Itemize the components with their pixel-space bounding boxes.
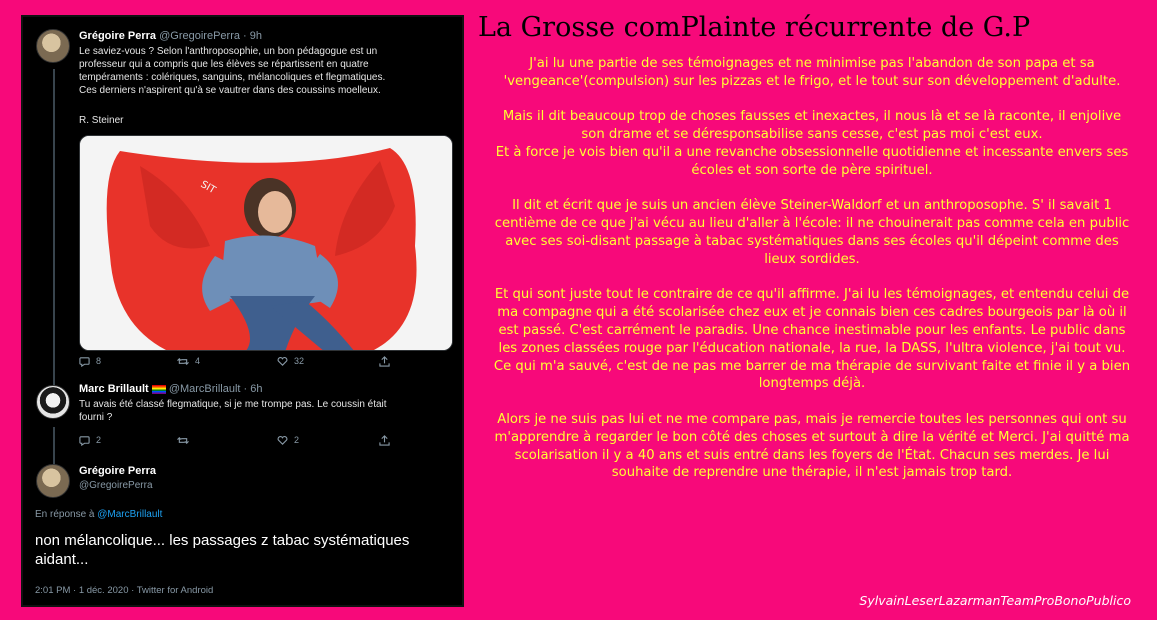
reply-count: 2 (96, 435, 102, 445)
mention-link[interactable]: @MarcBrillault (97, 509, 163, 520)
tweet-handle[interactable]: @GregoirePerra (79, 480, 153, 491)
share-button[interactable] (379, 356, 396, 367)
reply-prefix: En réponse à (35, 509, 98, 520)
tweet-signature: R. Steiner (79, 115, 124, 126)
retweet-icon (177, 435, 189, 446)
svg-text:SIT: SIT (198, 179, 218, 197)
like-count: 2 (294, 435, 300, 445)
avatar[interactable] (36, 29, 70, 63)
share-icon (379, 435, 390, 446)
focused-tweet-text: non mélancolique... les passages z tabac systématiques aidant... (35, 532, 410, 568)
share-button[interactable] (379, 435, 396, 446)
heart-icon (277, 356, 288, 367)
reply-count: 8 (96, 356, 102, 366)
heart-icon (277, 435, 288, 446)
retweet-button[interactable] (177, 356, 200, 367)
tweet-text (79, 45, 459, 97)
tweet-author[interactable]: Grégoire Perra (79, 465, 157, 477)
thread-connector (53, 69, 55, 387)
reply-button[interactable] (79, 435, 101, 446)
paragraph: Mais il dit beaucoup trop de choses fausses et inexactes, il nous là et se là raconte, il enjolive son drame et se déresponsabilise sans cesse, c'est pas moi c'est eux. Et à force je vois bien qu'il a une revanche obsessionnelle quotidienne et incessante envers ses écoles et son sorte de père spirituel. (495, 109, 1129, 178)
retweet-count: 4 (195, 356, 201, 366)
tweet-photo[interactable] (79, 135, 453, 351)
tweet-line: Le saviez-vous ? Selon l'anthroposophie, un bon pédagogue est un (79, 46, 378, 57)
tweet-line: Ces derniers n'aspirent qu'à se vautrer dans des coussins moelleux. (79, 85, 381, 96)
reply-icon (79, 356, 90, 367)
tweet-line: professeur qui a compris que les élèves se répartissent en quatre (79, 59, 369, 70)
tweet-handle: @MarcBrillault · 6h (168, 383, 263, 395)
tweet-thread-screenshot (21, 15, 464, 607)
thread-connector (53, 427, 55, 469)
rainbow-flag-icon (152, 385, 166, 394)
retweet-icon (177, 356, 189, 367)
avatar[interactable] (36, 385, 70, 419)
tweet-line: fourni ? (79, 412, 113, 423)
tweet-text (79, 398, 459, 424)
reply-icon (79, 435, 90, 446)
like-button[interactable] (277, 435, 299, 446)
avatar[interactable] (36, 464, 70, 498)
woman-on-beanbag-image (80, 136, 453, 351)
paragraph: J'ai lu une partie de ses témoignages et ne minimise pas l'abandon de son papa et sa 'vengeance'(compulsion) sur les pizzas et le frigo, et le tout sur son développement d'adulte. (503, 56, 1121, 89)
author-signature: SylvainLeserLazarmanTeamProBonoPublico (859, 593, 1131, 608)
paragraph: Et qui sont juste tout le contraire de ce qu'il affirme. J'ai lu les témoignages, et entendu celui de ma compagne qui a été scolarisée chez eux et je connais bien ces cadres bourgeois par là où il est passé. C'est carrément le paradis. Une chance inestimable pour les enfants. Le public dans les zones classées rouge par l'éducation nationale, la rue, la DASS, l'ultra violence, j'ai tout vu. Ce qui m'a sauvé, c'est de ne pas me barrer de ma thérapie de survivant faite et finie il y a bien longtemps déjà. (493, 287, 1131, 392)
like-button[interactable] (277, 356, 304, 367)
tweet-line: Tu avais été classé flegmatique, si je me trompe pas. Le coussin était (79, 399, 387, 410)
tweet-author[interactable]: Marc Brillault @MarcBrillault · 6h (79, 383, 263, 395)
tweet-timestamp[interactable]: 2:01 PM · 1 déc. 2020 · Twitter for Android (35, 585, 214, 596)
retweet-button[interactable] (177, 435, 195, 446)
paragraph: Alors je ne suis pas lui et ne me compare pas, mais je remercie toutes les personnes qui ont su m'apprendre à regarder le bon côté des choses et surtout à dire la vérité et Merci. J'ai quitté ma scolarisation il y a 40 ans et suis entré dans les foyers de l'État. Chacun ses merdes. Je lui souhaite de reprendre une thérapie, il n'est jamais trop tard. (494, 411, 1130, 481)
tweet-handle: @GregoirePerra · 9h (159, 30, 262, 42)
paragraph: Il dit et écrit que je suis un ancien élève Steiner-Waldorf et un anthroposophe. S' il savait 1 centième de ce que j'ai vécu au lieu d'aller à l'école: il ne chouinerait pas comme cela en public avec ses soi-disant passage à tabac systématiques dans ses écoles qu'il dépeint comme des lieux sordides. (494, 198, 1130, 267)
tweet-author[interactable]: Grégoire Perra @GregoirePerra · 9h (79, 30, 262, 42)
body-text (492, 55, 1132, 500)
reply-context (35, 509, 162, 520)
page-title: La Grosse comPlainte récurrente de G.P (478, 12, 1031, 43)
share-icon (379, 356, 390, 367)
reply-button[interactable] (79, 356, 101, 367)
tweet-line: tempéraments : colériques, sanguins, mélancoliques et flegmatiques. (79, 72, 386, 83)
like-count: 32 (294, 356, 305, 366)
